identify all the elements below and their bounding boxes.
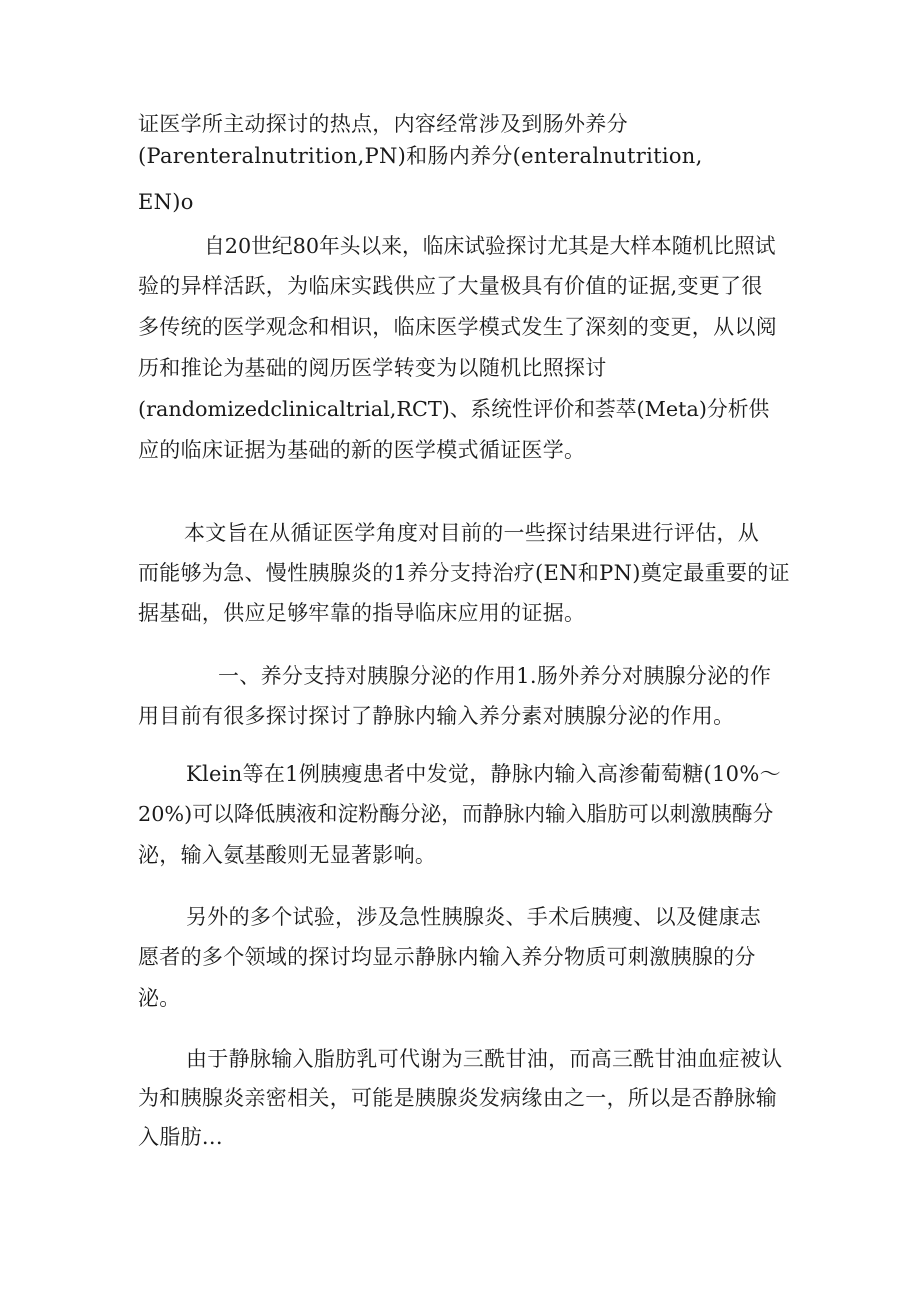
paragraph-5-line-2: 20%)可以降低胰液和淀粉酶分泌，而静脉内输入脂肪可以刺激胰酶分: [138, 802, 774, 826]
paragraph-6-line-3: 泌。: [138, 986, 181, 1010]
paragraph-7-line-2: 为和胰腺炎亲密相关，可能是胰腺炎发病缘由之一，所以是否静脉输: [138, 1086, 777, 1110]
paragraph-6: [138, 897, 790, 1019]
paragraph-7-line-1: 由于静脉输入脂肪乳可代谢为三酰甘油，而高三酰甘油血症被认: [186, 1047, 783, 1071]
paragraph-5: [138, 754, 790, 876]
paragraph-2-line-6: 应的临床证据为基础的新的医学模式循证医学。: [138, 438, 586, 462]
paragraph-1-line-1: 证医学所主动探讨的热点，内容经常涉及到肠外养分: [138, 112, 628, 136]
paragraph-2-line-2: 验的异样活跃，为临床实践供应了大量极具有价值的证据,变更了很: [138, 274, 763, 298]
paragraph-5-line-1: Klein等在1例胰瘦患者中发觉，静脉内输入高渗葡萄糖(10%～: [186, 762, 781, 786]
paragraph-3-line-2: 而能够为急、慢性胰腺炎的1养分支持治疗(EN和PN)奠定最重要的证: [138, 561, 790, 585]
paragraph-1: [138, 108, 790, 224]
paragraph-2-line-3: 多传统的医学观念和相识，临床医学模式发生了深刻的变更，从以阅: [138, 315, 777, 339]
paragraph-2-line-5: (randomizedclinicaltrial,RCT)、系统性评价和荟萃(Meta)分析供: [138, 397, 770, 421]
paragraph-4-line-2: 用目前有很多探讨探讨了静脉内输入养分素对胰腺分泌的作用。: [138, 704, 735, 728]
paragraph-6-line-2: 愿者的多个领域的探讨均显示静脉内输入养分物质可刺激胰腺的分: [138, 945, 756, 969]
paragraph-2-line-4: 历和推论为基础的阅历医学转变为以随机比照探讨: [138, 356, 607, 380]
paragraph-4-line-1: 一、养分支持对胰腺分泌的作用1.肠外养分对胰腺分泌的作: [218, 664, 772, 688]
paragraph-4: [138, 656, 790, 736]
paragraph-1-line-3: EN)o: [138, 190, 194, 214]
paragraph-5-line-3: 泌，输入氨基酸则无显著影响。: [138, 843, 437, 867]
paragraph-3: [138, 513, 790, 633]
paragraph-7: [138, 1040, 790, 1157]
paragraph-7-line-3: 入脂肪...: [138, 1125, 223, 1149]
paragraph-2-line-1: 自20世纪80年头以来，临床试验探讨尤其是大样本随机比照试: [204, 234, 776, 258]
paragraph-3-line-1: 本文旨在从循证医学角度对目前的一些探讨结果进行评估，从: [184, 521, 760, 545]
paragraph-2: [138, 226, 790, 471]
paragraph-3-line-3: 据基础，供应足够牢靠的指导临床应用的证据。: [138, 601, 586, 625]
paragraph-6-line-1: 另外的多个试验，涉及急性胰腺炎、手术后胰瘦、以及健康志: [186, 905, 762, 929]
paragraph-1-line-2: (Parenteralnutrition,PN)和肠内养分(enteralnutrition,: [138, 144, 703, 168]
